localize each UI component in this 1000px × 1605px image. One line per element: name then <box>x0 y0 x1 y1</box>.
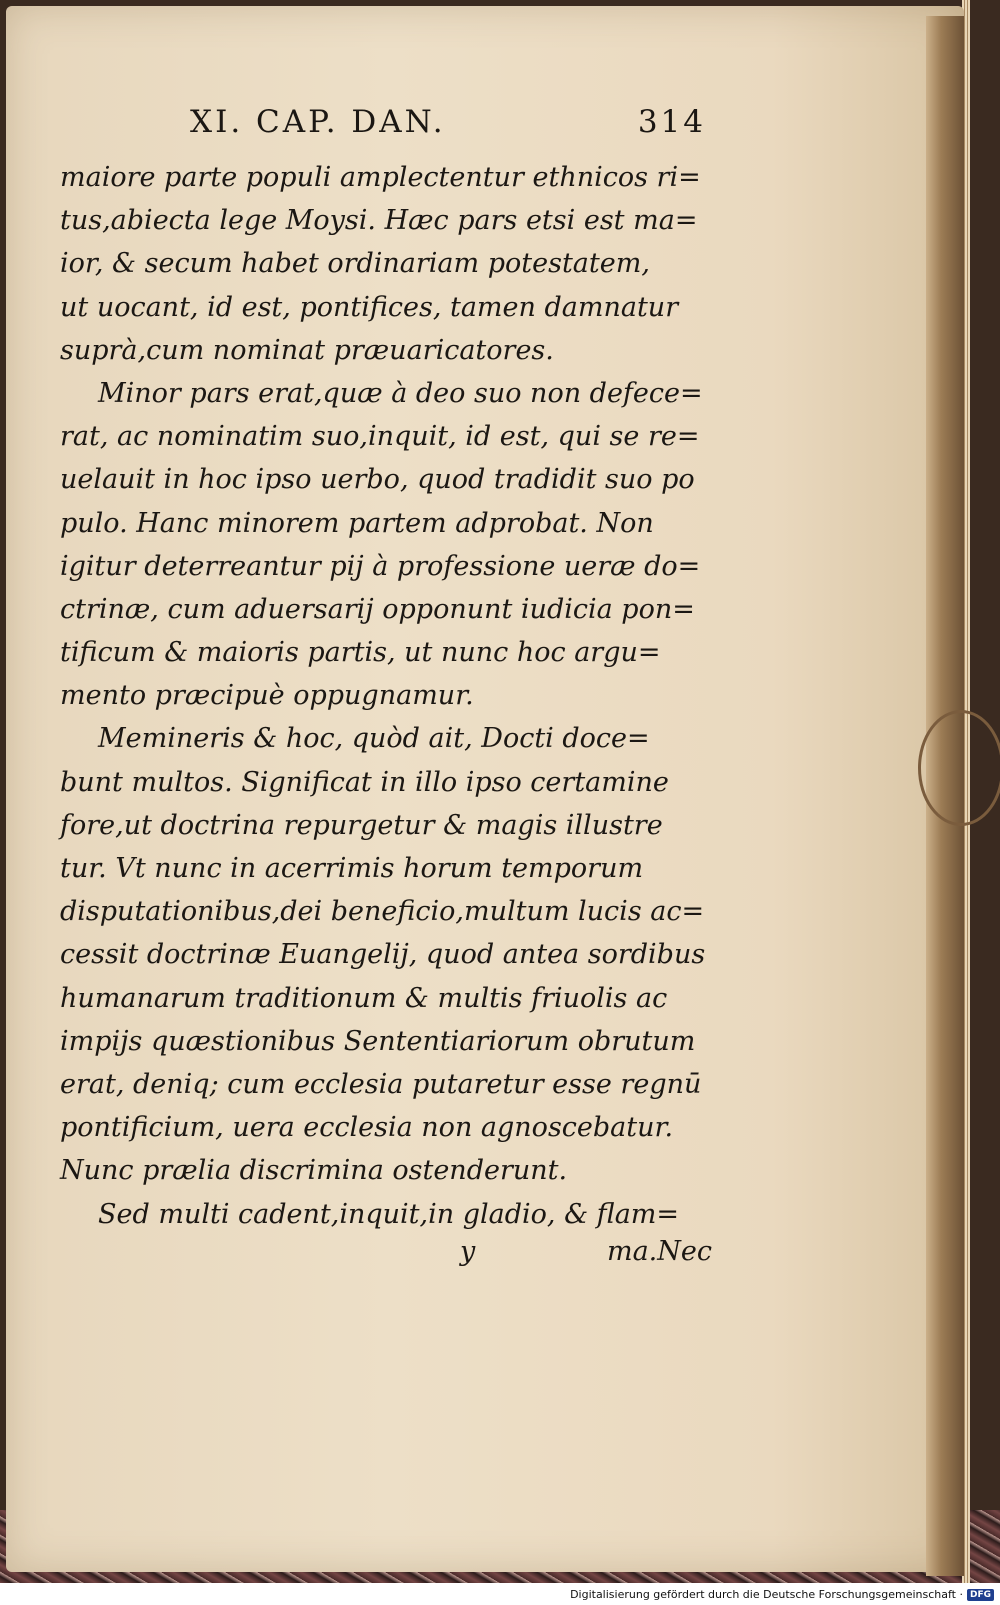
signature-mark: y <box>460 1235 476 1267</box>
text-line: igitur deterreantur pij à professione ueræ do= <box>60 550 701 582</box>
page-number: 314 <box>637 104 706 140</box>
clasp-ring <box>918 710 1000 826</box>
text-line: ut uocant, id est, pontifices, tamen damnatur <box>60 291 679 323</box>
text-line: impijs quæstionibus Sententiariorum obrutum <box>60 1025 696 1057</box>
text-line: pontificium, uera ecclesia non agnoscebatur. <box>60 1112 674 1144</box>
text-line: erat, deniq; cum ecclesia putaretur esse regnū <box>60 1068 702 1100</box>
text-line: tificum & maioris partis, ut nunc hoc argu= <box>60 637 661 669</box>
text-line: fore,ut doctrina repurgetur & magis illustre <box>60 809 663 841</box>
dfg-logo: DFG <box>967 1589 994 1601</box>
page-text <box>60 104 720 1276</box>
text-line: tur. Vt nunc in acerrimis horum temporum <box>60 853 644 884</box>
text-line: mento præcipuè oppugnamur. <box>60 680 474 712</box>
text-line: Sed multi cadent,inquit,in gladio, & flam= <box>98 1198 680 1230</box>
text-line: ior, & secum habet ordinariam potestatem, <box>60 248 650 280</box>
catchword: ma.Nec <box>606 1235 712 1267</box>
text-line: maiore parte populi amplectentur ethnicos ri= <box>60 162 701 193</box>
footer-text: Digitalisierung gefördert durch die Deutsche Forschungsgemeinschaft · <box>570 1588 963 1601</box>
text-line: Nunc prælia discrimina ostenderunt. <box>60 1155 568 1187</box>
text-line: ctrinæ, cum aduersarij opponunt iudicia pon= <box>60 593 695 625</box>
text-line: rat, ac nominatim suo,inquit, id est, qui se re= <box>60 421 700 453</box>
footer-credit <box>570 1588 994 1601</box>
catchline <box>60 1236 720 1276</box>
text-line: pulo. Hanc minorem partem adprobat. Non <box>60 507 654 539</box>
text-line: Memineris & hoc, quòd ait, Docti doce= <box>98 723 650 755</box>
text-line: bunt multos. Significat in illo ipso certamine <box>60 766 669 798</box>
text-line: uelauit in hoc ipso uerbo, quod tradidit suo po <box>60 464 695 496</box>
running-head <box>60 104 720 156</box>
text-line: tus,abiecta lege Moysi. Hæc pars etsi est ma= <box>60 205 698 237</box>
text-line: Minor pars erat,quæ à deo suo non defece= <box>98 377 703 409</box>
text-line: suprà,cum nominat præuaricatores. <box>60 334 554 366</box>
text-line: humanarum traditionum & multis friuolis ac <box>60 982 668 1014</box>
running-head-title: XI. CAP. DAN. <box>190 104 446 140</box>
text-line: cessit doctrinæ Euangelij, quod antea sordibus <box>60 939 706 971</box>
text-line: disputationibus,dei beneficio,multum lucis ac= <box>60 896 705 928</box>
